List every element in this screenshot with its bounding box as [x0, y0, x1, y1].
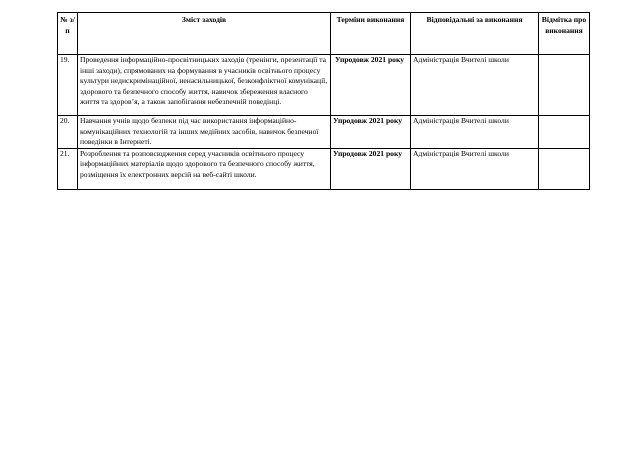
- header-number: № з/п: [58, 13, 78, 55]
- row-content: Розроблення та розповсюдження серед учасників освітнього процесу інформаційних матеріалів щодо здорового та безпечного способу життя, розміщення їх електронних версій на веб-сайті школи.: [78, 148, 331, 189]
- table-header-row: [58, 13, 590, 55]
- row-responsible: Адміністрація Вчителі школи: [411, 55, 539, 116]
- table-row: [58, 148, 590, 189]
- row-content: Навчання учнів щодо безпеки під час використання інформаційно-комунікаційних технологій та інших медійних засобів, навичок безпечної поведінки в Інтернеті.: [78, 116, 331, 149]
- row-mark: [539, 55, 590, 116]
- activities-table: [57, 12, 590, 190]
- row-responsible: Адміністрація Вчителі школи: [411, 148, 539, 189]
- header-mark: Відмітка про виконання: [539, 13, 590, 55]
- row-mark: [539, 148, 590, 189]
- row-content: Проведення інформаційно-просвітницьких заходів (тренінги, презентації та інші заходи), спрямованих на формування в учасників освітнього процесу культури недискримінаційної, ненасильницької, безконфліктної комунікації, здорового та безпечного способу життя, навичок збереження власного життя та здоров’я, а також запобігання небезпечній поведінці.: [78, 55, 331, 116]
- header-term: Терміни виконання: [331, 13, 411, 55]
- row-term: Упродовж 2021 року: [331, 148, 411, 189]
- row-term: Упродовж 2021 року: [331, 116, 411, 149]
- table-row: [58, 55, 590, 116]
- row-number: 19.: [58, 55, 78, 116]
- row-mark: [539, 116, 590, 149]
- table-row: [58, 116, 590, 149]
- header-responsible: Відповідальні за виконання: [411, 13, 539, 55]
- row-responsible: Адміністрація Вчителі школи: [411, 116, 539, 149]
- row-number: 20.: [58, 116, 78, 149]
- row-number: 21.: [58, 148, 78, 189]
- header-content: Зміст заходів: [78, 13, 331, 55]
- row-term: Упродовж 2021 року: [331, 55, 411, 116]
